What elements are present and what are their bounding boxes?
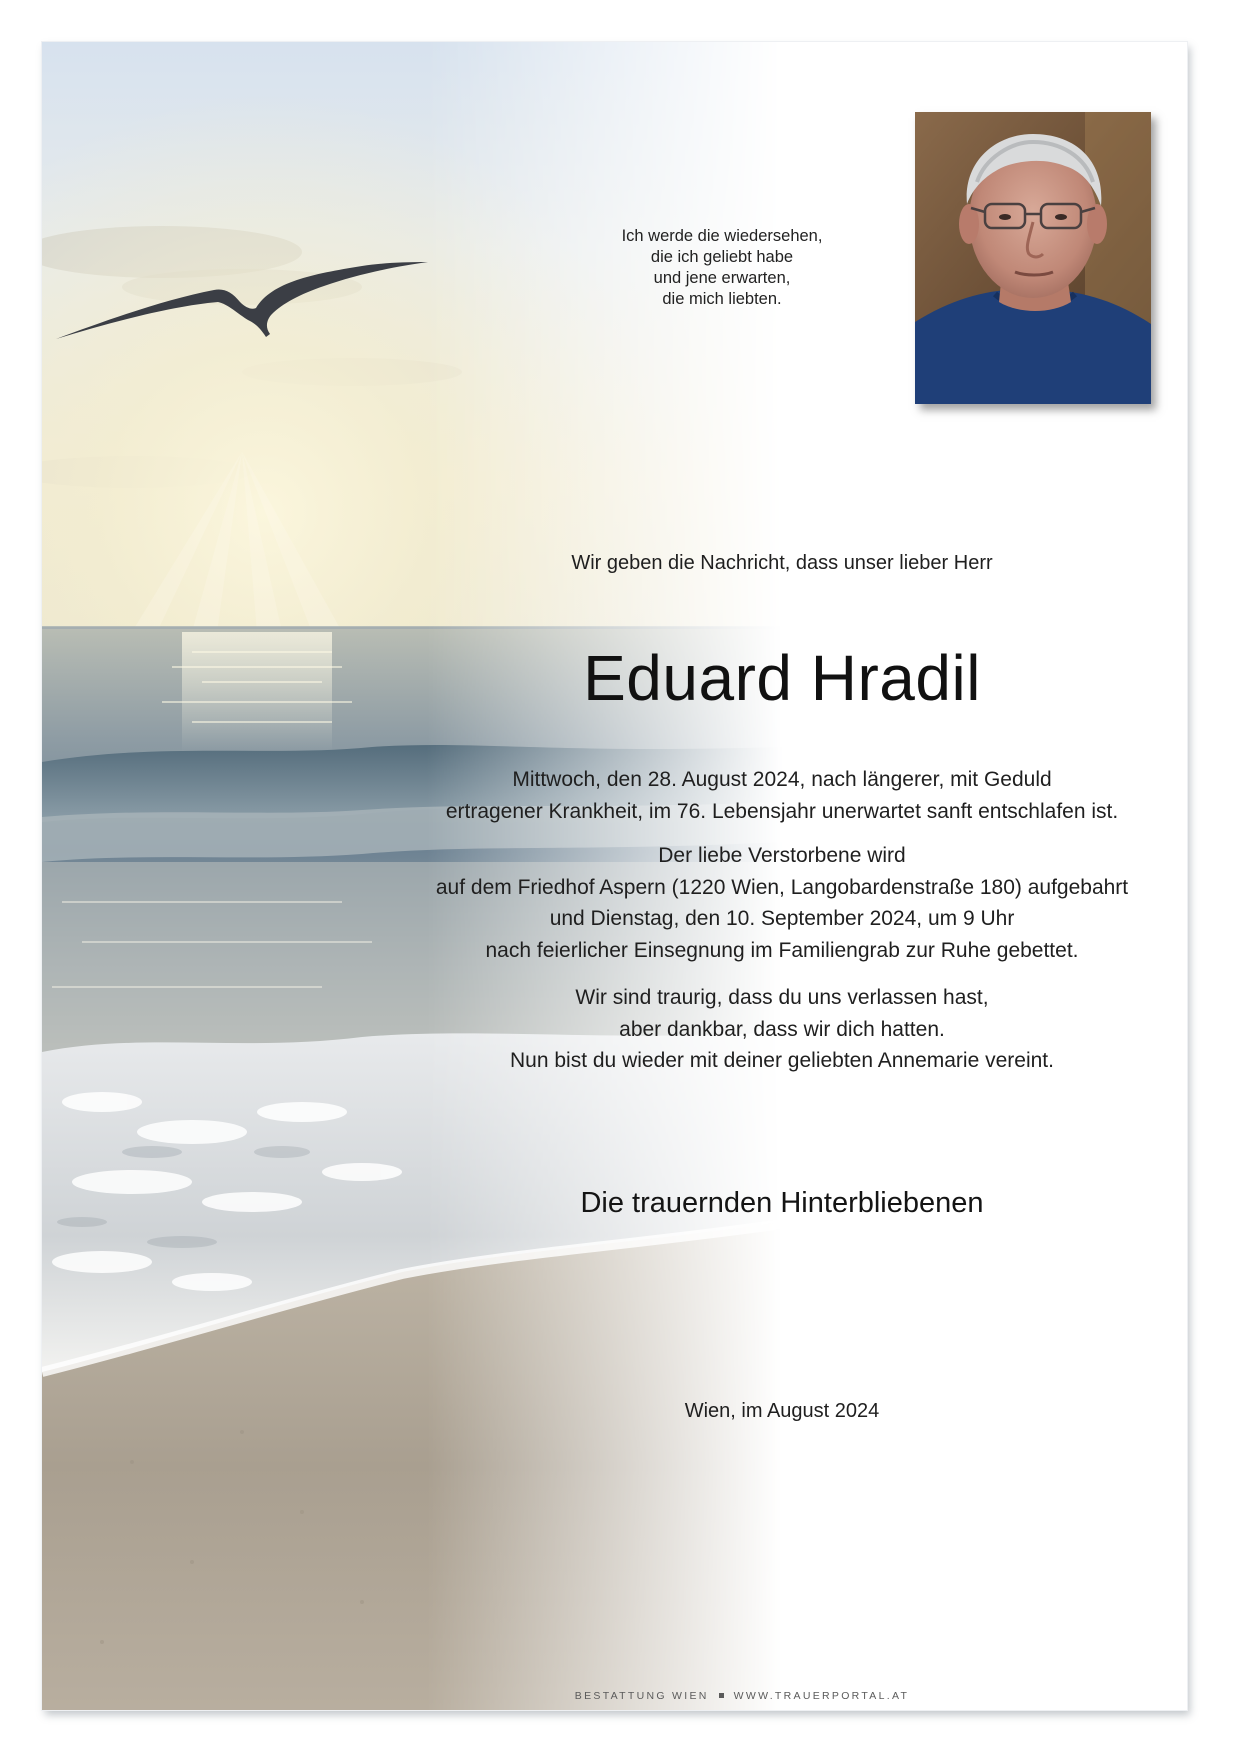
- deceased-name: Eduard Hradil: [583, 642, 981, 714]
- text-line: Wir sind traurig, dass du uns verlassen hast,: [575, 986, 989, 1009]
- poem-line: Ich werde die wiedersehen,: [621, 227, 823, 245]
- obituary-card: [42, 42, 1187, 1710]
- poem-line: die mich liebten.: [662, 290, 782, 308]
- footer-funeral-home: BESTATTUNG WIEN: [574, 1690, 709, 1702]
- text-line: aber dankbar, dass wir dich hatten.: [619, 1017, 945, 1041]
- funeral-details-paragraph: [412, 840, 1152, 966]
- mourners-signature: Die trauernden Hinterbliebenen: [580, 1187, 984, 1219]
- portrait-photo: [915, 112, 1151, 404]
- separator-dot-icon: [719, 1693, 724, 1698]
- text-line: nach feierlicher Einsegnung im Familiengrab zur Ruhe gebettet.: [485, 938, 1079, 962]
- poem-line: die ich geliebt habe: [650, 248, 794, 266]
- text-line: auf dem Friedhof Aspern (1220 Wien, Langobardenstraße 180) aufgebahrt: [435, 875, 1129, 899]
- text-line: ertragener Krankheit, im 76. Lebensjahr unerwartet sanft entschlafen ist.: [445, 799, 1119, 823]
- text-line: und Dienstag, den 10. September 2024, um 9 Uhr: [549, 907, 1015, 930]
- text-line: Der liebe Verstorbene wird: [658, 844, 906, 867]
- place-and-date: Wien, im August 2024: [684, 1400, 880, 1422]
- poem-line: und jene erwarten,: [653, 269, 791, 287]
- death-notice-paragraph: [412, 764, 1152, 827]
- announcement: Wir geben die Nachricht, dass unser lieber Herr: [571, 552, 993, 574]
- footer: [362, 1690, 1122, 1702]
- poem: [562, 226, 882, 310]
- text-line: Mittwoch, den 28. August 2024, nach längerer, mit Geduld: [512, 768, 1052, 791]
- farewell-paragraph: [412, 982, 1152, 1077]
- footer-website: WWW.TRAUERPORTAL.AT: [733, 1690, 910, 1702]
- text-line: Nun bist du wieder mit deiner geliebten Annemarie vereint.: [510, 1049, 1054, 1072]
